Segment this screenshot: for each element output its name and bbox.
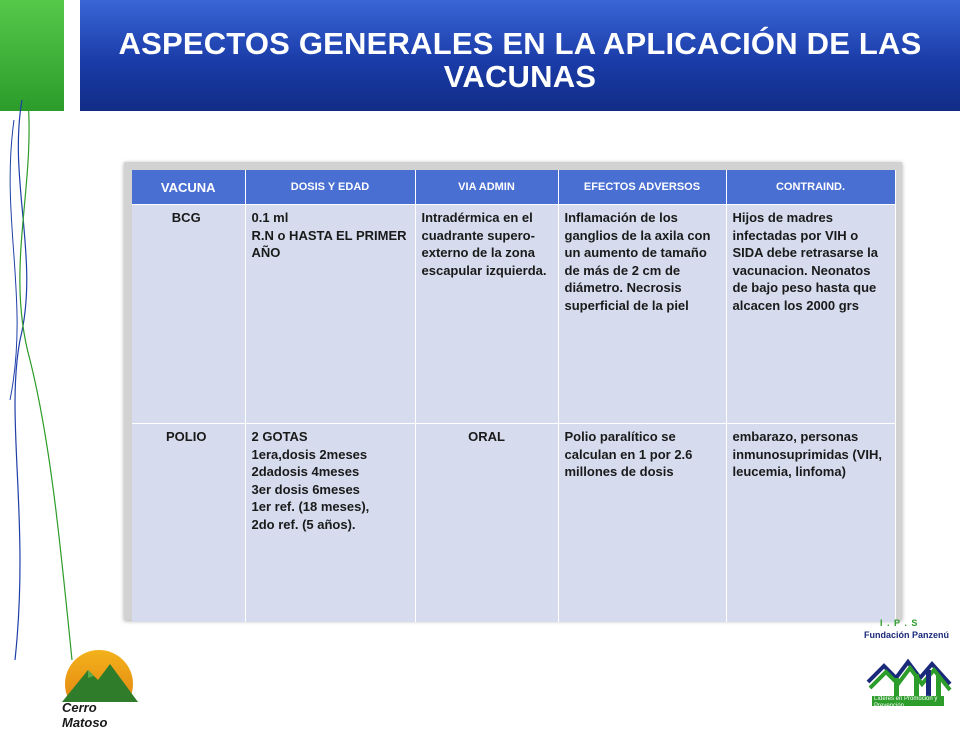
slide-title bbox=[80, 27, 960, 93]
panzenu-tagline: Líderes en Promoción y Prevención bbox=[874, 696, 938, 709]
ips-label: I . P . S bbox=[880, 618, 919, 628]
cell-contraind: Hijos de madres infectadas por VIH o SIDA debe retrasarse la vacunacion. Neonatos de bajo peso hasta que alcacen los 2000 grs bbox=[726, 205, 895, 424]
cell-dosis: 0.1 ml R.N o HASTA EL PRIMER AÑO bbox=[245, 205, 415, 424]
panzenu-logo bbox=[862, 618, 958, 714]
header-via: VIA ADMIN bbox=[415, 170, 558, 205]
panzenu-name: Fundación Panzenú bbox=[864, 630, 950, 640]
cell-vacuna: POLIO bbox=[132, 424, 245, 623]
vaccine-table-container bbox=[132, 170, 895, 616]
title-line-1: ASPECTOS GENERALES EN LA APLICACIÓN DE LAS bbox=[118, 26, 922, 61]
cell-dosis: 2 GOTAS 1era,dosis 2meses 2dadosis 4meses 3er dosis 6meses 1er ref. (18 meses), 2do ref. (5 años). bbox=[245, 424, 415, 623]
cerro-matoso-name: Cerro Matoso bbox=[62, 700, 108, 730]
cell-efectos: Inflamación de los ganglios de la axila con un aumento de tamaño de más de 2 cm de diámetro. Necrosis superficial de la piel bbox=[558, 205, 726, 424]
vaccine-table bbox=[132, 170, 896, 622]
cell-efectos: Polio paralítico se calculan en 1 por 2.6 millones de dosis bbox=[558, 424, 726, 623]
header-efectos: EFECTOS ADVERSOS bbox=[558, 170, 726, 205]
table-header-row bbox=[132, 170, 895, 205]
header-vacuna: VACUNA bbox=[132, 170, 245, 205]
green-accent-block bbox=[0, 0, 64, 111]
table-row bbox=[132, 424, 895, 623]
gap-strip bbox=[64, 0, 80, 111]
cerro-matoso-logo bbox=[58, 646, 140, 730]
header-dosis: DOSIS Y EDAD bbox=[245, 170, 415, 205]
header-contraind: CONTRAIND. bbox=[726, 170, 895, 205]
vaccine-table-frame bbox=[124, 162, 902, 620]
cell-vacuna: BCG bbox=[132, 205, 245, 424]
table-row bbox=[132, 205, 895, 424]
cell-via: ORAL bbox=[415, 424, 558, 623]
decorative-lines bbox=[0, 100, 120, 660]
title-line-2: VACUNAS bbox=[443, 59, 597, 94]
mountain-sun-icon bbox=[58, 646, 140, 702]
cell-contraind: embarazo, personas inmunosuprimidas (VIH, leucemia, linfoma) bbox=[726, 424, 895, 623]
cell-via: Intradérmica en el cuadrante supero-externo de la zona escapular izquierda. bbox=[415, 205, 558, 424]
